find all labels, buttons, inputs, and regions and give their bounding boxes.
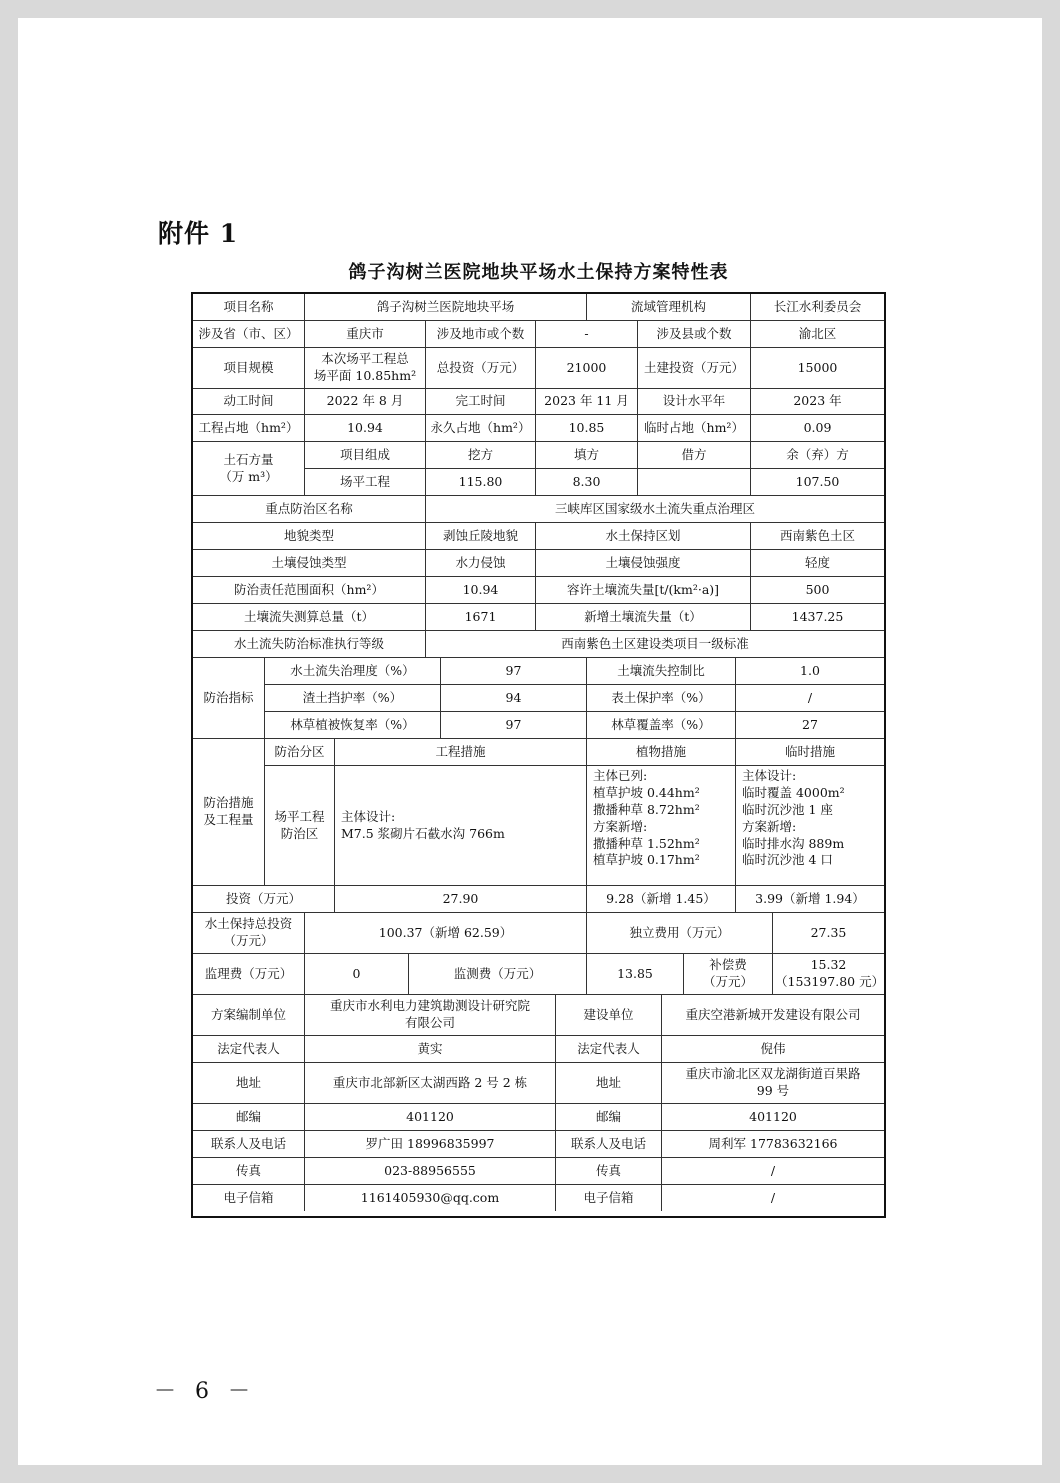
label-cell: 地址: [556, 1063, 662, 1103]
value-cell: 10.94: [426, 577, 536, 603]
label-cell: 永久占地（hm²）: [426, 415, 536, 441]
value-cell: 023-88956555: [305, 1158, 556, 1184]
value-cell: 黄实: [305, 1036, 556, 1062]
label-cell: 邮编: [556, 1104, 662, 1130]
value-cell: 重庆市渝北区双龙湖街道百果路 99 号: [685, 1066, 861, 1098]
earthwork-block: [193, 442, 884, 496]
label-cell: 水土保持总投资 （万元）: [193, 913, 305, 953]
table-row: [305, 469, 884, 496]
label-cell: 工程占地（hm²）: [193, 415, 305, 441]
value-cell: 剥蚀丘陵地貌: [426, 523, 536, 549]
value-cell: 115.80: [426, 469, 536, 496]
table-row: [265, 766, 884, 886]
label-cell: 容许土壤流失量[t/(km²·a)]: [536, 577, 751, 603]
value-cell: 场平工程: [305, 469, 426, 496]
value-cell: 97: [441, 658, 587, 684]
table-row: [193, 389, 884, 415]
label-cell: 总投资（万元）: [426, 348, 536, 388]
label-cell: 传真: [193, 1158, 305, 1184]
characteristics-table: [191, 292, 886, 1218]
value-cell: 0: [305, 954, 409, 994]
label-cell: 项目规模: [193, 348, 305, 388]
label-cell: 土壤流失控制比: [587, 658, 736, 684]
label-cell: 联系人及电话: [556, 1131, 662, 1157]
label-cell: 林草覆盖率（%）: [587, 712, 736, 739]
header-cell: 植物措施: [587, 739, 736, 765]
value-cell: 15.32 （153197.80 元）: [775, 957, 884, 989]
label-cell: 土壤流失测算总量（t）: [193, 604, 426, 630]
value-cell: [638, 469, 751, 496]
label-cell: 邮编: [193, 1104, 305, 1130]
label-cell: 电子信箱: [556, 1185, 662, 1211]
value-cell: 重庆市北部新区太湖西路 2 号 2 栋: [305, 1063, 556, 1103]
label-cell: 流域管理机构: [587, 294, 751, 320]
value-cell: 重庆市: [305, 321, 426, 347]
label-cell: 法定代表人: [193, 1036, 305, 1062]
zone-cell: 场平工程 防治区: [265, 766, 335, 886]
table-row: [193, 913, 884, 954]
label-cell: 水土流失治理度（%）: [265, 658, 441, 684]
value-cell: 1.0: [800, 662, 820, 678]
table-row: [193, 1104, 884, 1131]
value-cell: 水力侵蚀: [426, 550, 536, 576]
value-cell: /: [807, 689, 813, 705]
value-cell: 107.50: [795, 474, 840, 490]
value-cell: 9.28（新增 1.45）: [587, 886, 736, 912]
label-cell: 林草植被恢复率（%）: [265, 712, 441, 739]
value-cell: 401120: [749, 1108, 797, 1124]
value-cell: 97: [441, 712, 587, 739]
label-cell: 地址: [193, 1063, 305, 1103]
targets-block: [193, 658, 884, 739]
table-row: [305, 442, 884, 469]
label-cell: 防治责任范围面积（hm²）: [193, 577, 426, 603]
table-row: [193, 523, 884, 550]
table-row: [193, 886, 884, 913]
label-cell: 表土保护率（%）: [587, 685, 736, 711]
value-cell: 500: [805, 581, 830, 597]
value-cell: 渝北区: [798, 325, 837, 341]
value-cell: 西南紫色土区: [779, 527, 855, 543]
label-cell: 水土流失防治标准执行等级: [193, 631, 426, 657]
label-cell: 建设单位: [556, 995, 662, 1035]
table-row: [193, 1158, 884, 1185]
value-cell: 重庆空港新城开发建设有限公司: [685, 1006, 861, 1022]
label-cell: 联系人及电话: [193, 1131, 305, 1157]
table-row: [193, 415, 884, 442]
value-cell: 10.94: [305, 415, 426, 441]
attachment-label: 附件 1: [158, 219, 239, 248]
label-cell: 土壤侵蚀强度: [536, 550, 751, 576]
table-row: [193, 604, 884, 631]
label-cell: 独立费用（万元）: [587, 913, 773, 953]
table-row: [193, 348, 884, 389]
table-row: [193, 995, 884, 1036]
value-cell: 1161405930@qq.com: [305, 1185, 556, 1211]
value-cell: 周利军 17783632166: [708, 1135, 838, 1151]
table-row: [193, 294, 884, 321]
table-row: [265, 712, 884, 739]
label-cell: 新增土壤流失量（t）: [536, 604, 751, 630]
table-row: [265, 685, 884, 712]
value-cell: 10.85: [536, 415, 638, 441]
table-row: [193, 321, 884, 348]
label-cell: 重点防治区名称: [193, 496, 426, 522]
value-cell: 西南紫色土区建设类项目一级标准: [561, 635, 749, 651]
engineering-measures-cell: 主体设计: M7.5 浆砌片石截水沟 766m: [335, 766, 587, 886]
value-cell: /: [770, 1162, 776, 1178]
table-row: [193, 550, 884, 577]
header-cell: 项目组成: [305, 442, 426, 468]
value-cell: 2023 年 11 月: [536, 389, 638, 414]
document-page: [18, 18, 1042, 1465]
header-cell: 填方: [536, 442, 638, 468]
label-cell: 项目名称: [193, 294, 305, 320]
targets-label: 防治指标: [193, 658, 265, 738]
table-row: [265, 739, 884, 766]
value-cell: 3.99（新增 1.94）: [755, 890, 865, 906]
value-cell: 2022 年 8 月: [305, 389, 426, 414]
value-cell: 本次场平工程总 场平面 10.85hm²: [305, 348, 426, 388]
value-cell: 三峡库区国家级水土流失重点治理区: [554, 500, 755, 516]
value-cell: 13.85: [587, 954, 684, 994]
table-row: [193, 631, 884, 658]
value-cell: 8.30: [536, 469, 638, 496]
label-cell: 土建投资（万元）: [638, 348, 751, 388]
table-row: [193, 1131, 884, 1158]
value-cell: 重庆市水利电力建筑勘测设计研究院 有限公司: [305, 995, 556, 1035]
header-cell: 余（弃）方: [786, 446, 849, 462]
label-cell: 地貌类型: [193, 523, 426, 549]
table-row: [193, 1063, 884, 1104]
header-cell: 临时措施: [784, 743, 835, 759]
table-row: [193, 496, 884, 523]
value-cell: 0.09: [803, 419, 832, 435]
label-cell: 涉及地市或个数: [426, 321, 536, 347]
label-cell: 渣土挡护率（%）: [265, 685, 441, 711]
label-cell: 完工时间: [426, 389, 536, 414]
value-cell: /: [770, 1189, 776, 1205]
label-cell: 涉及省（市、区）: [193, 321, 305, 347]
label-cell: 传真: [556, 1158, 662, 1184]
label-cell: 方案编制单位: [193, 995, 305, 1035]
value-cell: 21000: [536, 348, 638, 388]
earthwork-label: 土石方量 （万 m³）: [193, 442, 305, 495]
table-title: 鸽子沟树兰医院地块平场水土保持方案特性表: [348, 262, 729, 283]
value-cell: 27.90: [335, 886, 587, 912]
table-row: [265, 658, 884, 685]
value-cell: 轻度: [804, 554, 830, 570]
label-cell: 电子信箱: [193, 1185, 305, 1211]
table-row: [193, 1185, 884, 1211]
label-cell: 法定代表人: [556, 1036, 662, 1062]
value-cell: 鸽子沟树兰医院地块平场: [305, 294, 587, 320]
value-cell: 2023 年: [793, 393, 842, 409]
header-cell: 挖方: [426, 442, 536, 468]
value-cell: 27.35: [810, 924, 847, 940]
value-cell: 401120: [305, 1104, 556, 1130]
temporary-measures-cell: 主体设计: 临时覆盖 4000m² 临时沉沙池 1 座 方案新增: 临时排水沟 889m 临时沉沙池 4 口: [742, 768, 845, 868]
label-cell: 涉及县或个数: [638, 321, 751, 347]
value-cell: -: [536, 321, 638, 347]
label-cell: 补偿费 （万元）: [684, 954, 773, 994]
value-cell: 15000: [797, 359, 838, 375]
header-cell: 防治分区: [265, 739, 335, 765]
value-cell: 罗广田 18996835997: [305, 1131, 556, 1157]
label-cell: 土壤侵蚀类型: [193, 550, 426, 576]
plant-measures-cell: 主体已列: 植草护坡 0.44hm² 撒播种草 8.72hm² 方案新增: 撒播种草 1.52hm² 植草护坡 0.17hm²: [587, 766, 736, 886]
value-cell: 94: [441, 685, 587, 711]
page-number: － 6 －: [154, 1379, 256, 1404]
label-cell: 动工时间: [193, 389, 305, 414]
label-cell: 设计水平年: [638, 389, 751, 414]
header-cell: 工程措施: [335, 739, 587, 765]
header-cell: 借方: [638, 442, 751, 468]
value-cell: 1437.25: [791, 608, 844, 624]
label-cell: 监测费（万元）: [409, 954, 587, 994]
table-row: [193, 577, 884, 604]
table-row: [193, 1036, 884, 1063]
measures-block: [193, 739, 884, 886]
table-row: [193, 954, 884, 995]
label-cell: 投资（万元）: [193, 886, 335, 912]
label-cell: 水土保持区划: [536, 523, 751, 549]
value-cell: 100.37（新增 62.59）: [305, 913, 587, 953]
value-cell: 27: [802, 717, 818, 733]
label-cell: 监理费（万元）: [193, 954, 305, 994]
value-cell: 1671: [426, 604, 536, 630]
measures-label: 防治措施 及工程量: [193, 739, 265, 885]
label-cell: 临时占地（hm²）: [638, 415, 751, 441]
value-cell: 长江水利委员会: [773, 298, 862, 314]
value-cell: 倪伟: [760, 1040, 786, 1056]
